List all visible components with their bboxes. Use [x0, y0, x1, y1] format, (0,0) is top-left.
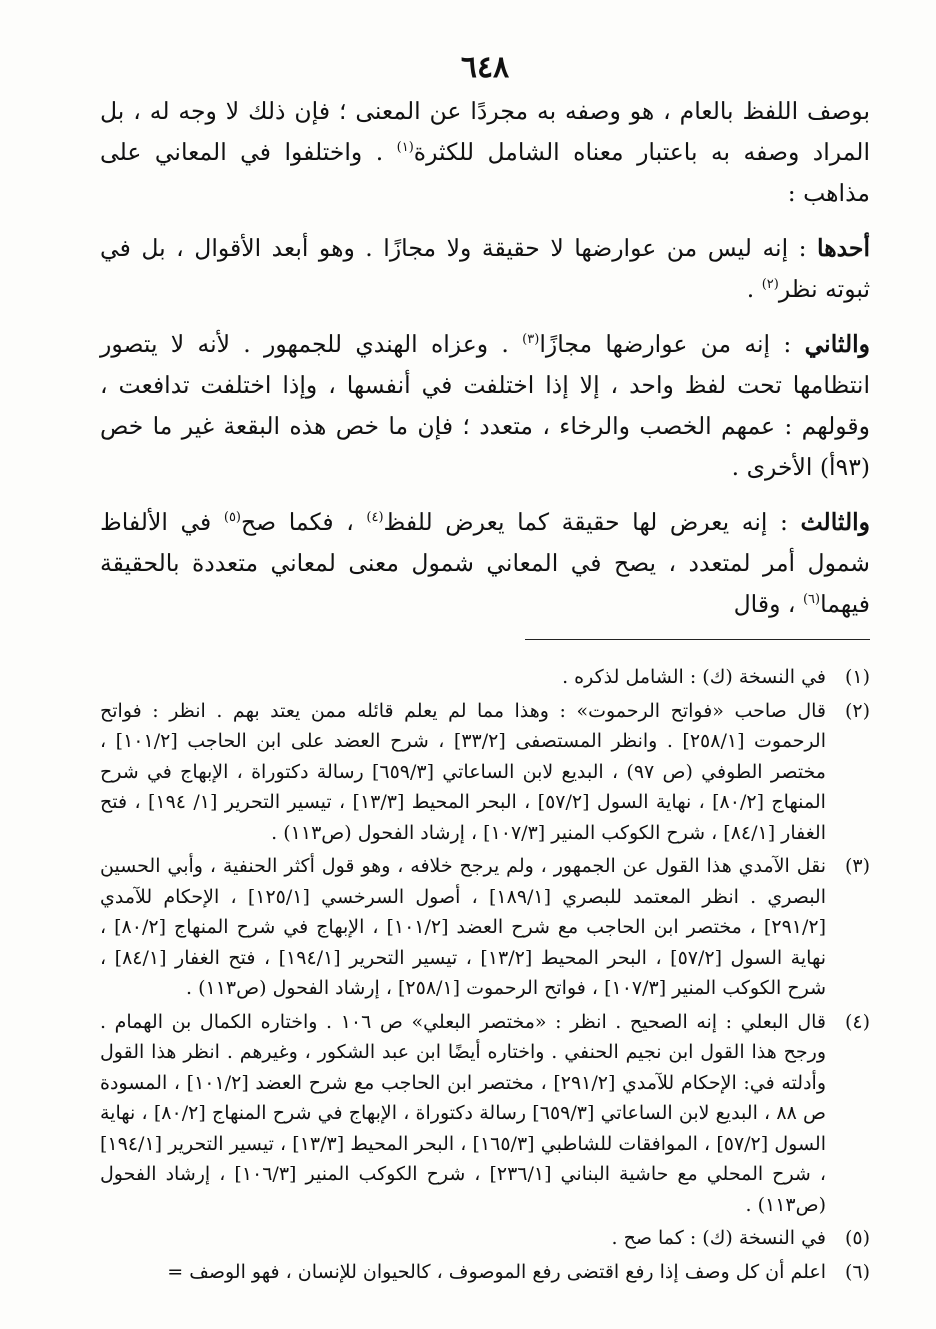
paragraph-1: بوصف اللفظ بالعام ، هو وصفه به مجردًا عن المعنى ؛ فإن ذلك لا وجه له ، بل المراد وصفه به باعتبار معناه الشامل للكثرة$^{(١)}$ . واختلفوا في المعاني على مذاهب :: [100, 97, 871, 207]
footnote-text: في النسخة (ك) : الشامل لذكره .: [562, 666, 826, 688]
footnote-divider: [525, 639, 870, 640]
paragraph-2: أحدها : إنه ليس من عوارضها لا حقيقة ولا مجازًا . وهو أبعد الأقوال ، بل في ثبوته نظر$^{(٢)}$ .: [100, 234, 870, 303]
footnote-ref-6: (٦): [802, 592, 821, 608]
footnote-text: قال البعلي : إنه الصحيح . انظر : «مختصر البعلي» ص ١٠٦ . واختاره الكمال بن الهمام . ورجح هذا القول ابن نجيم الحنفي . واختاره أيضًا ابن عبد الشكور ، وغيرهم . انظر هذا القول وأدلته في: الإحكام للآمدي [٢٩١/٢] ، مختصر ابن الحاجب مع شرح العضد [١٠١/٢] ، المسودة ص ٨٨ ، البديع لابن الساعاتي [٦٥٩/٣] رسالة دكتوراة ، الإبهاج في شرح المنهاج [٨٠/٢] ، نهاية السول [٥٧/٢] ، الموافقات للشاطبي [١٦٥/٣] ، البحر المحيط [١٣/٣] ، تيسير التحرير [١٩٤/١] ، شرح المحلي مع حاشية البناني [٢٣٦/١] ، شرح الكوكب المنير [١٠٦/٣] ، إرشاد الفحول (ص١١٣) .: [100, 1010, 827, 1216]
footnote-text: قال صاحب «فواتح الرحموت» : وهذا مما لم يعلم قائله ممن يعتد بهم . انظر : فواتح الرحموت [٢٥٨/١] . وانظر المستصفى [٣٣/٢] ، شرح العضد على ابن الحاجب [١٠١/٢] ، مختصر الطوفي (ص ٩٧) ، البديع لابن الساعاتي [٦٥٩/٣] رسالة دكتوراة ، الإبهاج في شرح المنهاج [٨٠/٢] ، نهاية السول [٥٧/٢] ، البحر المحيط [١٣/٣] ، تيسير التحرير [١/ ١٩٤] ، فتح الغفار [٨٤/١] ، شرح الكوكب المنير [١٠٧/٣] ، إرشاد الفحول (ص١١٣) .: [100, 699, 826, 844]
footnote-number: (٣): [844, 855, 870, 877]
footnote: [100, 662, 870, 693]
paragraph-4: والثالث : إنه يعرض لها حقيقة كما يعرض للفظ$^{(٤)}$ ، فكما صح$^{(٥)}$ في الألفاظ شمول أمر لمتعدد ، يصح في المعاني شمول معنى لمعاني متعددة بالحقيقة فيهما$^{(٦)}$ ، وقال: [100, 508, 871, 618]
footnote-number: (٢): [844, 699, 870, 722]
main-text: [100, 91, 870, 625]
footnote: [100, 851, 870, 1004]
paragraph-3: والثاني : إنه من عوارضها مجازًا$^{(٣)}$ . وعزاه الهندي للجمهور . لأنه لا يتصور انتظامها تحت لفظ واحد ، إلا إذا اختلفت في أنفسها ، وإذا اختلفت تدافعت ، وقولهم : عمهم الخصب والرخاء ، متعدد ؛ فإن ما خص هذه البقعة غير ما خص (٩٣أ) الأخرى .: [100, 330, 870, 481]
footnote-text: نقل الآمدي هذا القول عن الجمهور ، ولم يرجح خلافه ، وهو قول أكثر الحنفية ، وأبي الحسين البصري . انظر المعتمد للبصري [١٨٩/١] ، أصول السرخسي [١٢٥/١] ، الإحكام للآمدي [٢٩١/٢] ، مختصر ابن الحاجب مع شرح العضد [١٠١/٢] ، الإبهاج في شرح المنهاج [٨٠/٢] ، نهاية السول [٥٧/٢] ، البحر المحيط [١٣/٢] ، تيسير التحرير [١٩٤/١] ، فتح الغفار [٨٤/١] ، شرح الكوكب المنير [١٠٧/٣] ، فواتح الرحموت [٢٥٨/١] ، إرشاد الفحول (ص١١٣) .: [100, 855, 827, 999]
page: [100, 50, 870, 1290]
paragraph-lead: أحدها: [817, 234, 870, 262]
footnote: [100, 696, 870, 849]
footnote: [100, 1257, 870, 1288]
footnote-ref-3: (٣): [522, 332, 540, 348]
page-number: ٦٤٨: [460, 50, 510, 85]
paragraph-lead: والثالث: [800, 508, 871, 536]
footnote: [100, 1223, 870, 1254]
footnote-number: (١): [844, 666, 870, 688]
footnote: [100, 1007, 870, 1221]
footnote-ref-1: (١): [396, 140, 414, 156]
footnote-text: في النسخة (ك) : كما صح .: [611, 1227, 826, 1249]
footnote-text: اعلم أن كل وصف إذا رفع اقتضى رفع الموصوف ، كالحيوان للإنسان ، فهو الوصف =: [167, 1260, 826, 1283]
footnote-ref-2: (٢): [761, 277, 779, 293]
footnotes: [100, 662, 870, 1287]
footnote-number: (٤): [844, 1010, 870, 1033]
footnote-ref-5: (٥): [223, 510, 241, 526]
footnote-number: (٥): [844, 1227, 870, 1249]
footnote-number: (٦): [844, 1260, 870, 1283]
paragraph-lead: والثاني: [804, 330, 870, 358]
footnote-ref-4: (٤): [366, 510, 384, 526]
